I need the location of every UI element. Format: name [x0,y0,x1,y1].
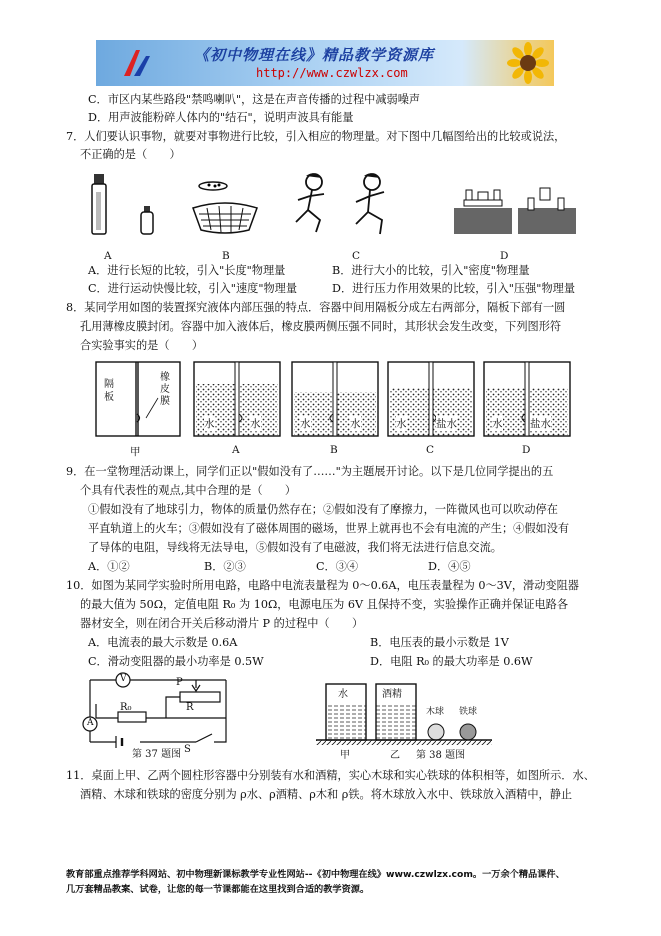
q9-view-line1: ①假如没有了地球引力，物体的质量仍然存在；②假如没有了摩擦力，一阵微风也可以吹动停在 [88,503,558,516]
q7-label-b: B [222,250,230,262]
slider-p-label: P [176,677,183,688]
q8-b-right-water: 水 [350,418,361,430]
q9-option-d: D．④⑤ [428,560,471,573]
q9-view-line3: 了导体的电阻，导线将无法导电，⑤假如没有了电磁波，我们将无法进行信息交流。 [88,541,502,554]
q8-label-d: D [522,444,531,456]
fig38-water-label: 水 [338,689,348,700]
q8-stem-line2: 孔用薄橡皮膜封闭。容器中加入液体后，橡皮膜两侧压强不同时，其形状会发生改变，下列图形符 [80,320,562,333]
q10-option-c: C．滑动变阻器的最小功率是 0.5W [88,655,264,668]
q7-stem-line2: 不正确的是（ ） [80,148,181,161]
q8-a-right-water: 水 [250,418,261,430]
q10-option-a: A．电流表的最大示数是 0.6A [88,636,238,649]
q8-d-right-saltwater: 盐水 [530,418,551,430]
q7-figure-a-bottles [90,168,170,248]
fig38-yi-label: 乙 [390,750,400,761]
site-logo-icon [120,46,154,80]
banner-url[interactable]: http://www.czwlzx.com [256,66,408,80]
q8-stem-line3: 合实验事实的是（ ） [80,339,204,352]
switch-s-label: S [184,744,191,755]
q7-option-d: D．进行压力作用效果的比较，引入"压强"物理量 [332,282,576,295]
voltmeter-label: V [120,674,127,684]
q6-option-c: C．市区内某些路段"禁鸣喇叭"，这是在声音传播的过程中减弱噪声 [88,93,421,106]
q10-option-b: B．电压表的最小示数是 1V [370,636,509,649]
fig37-caption: 第 37 题图 [132,749,182,760]
q8-a-left-water: 水 [204,418,215,430]
q8-label-jia: 甲 [130,446,141,458]
banner-title: 《初中物理在线》精品教学资源库 [194,46,435,64]
q9-option-b: B．②③ [204,560,246,573]
q8-c-left-water: 水 [396,418,407,430]
ammeter-label: A [87,718,94,728]
fig38-caption: 第 38 题图 [416,750,466,761]
fig38-wood-label: 木球 [426,707,445,717]
q11-stem-line2: 酒精、木球和铁球的密度分别为 ρ水、ρ酒精、ρ木和 ρ铁。将木球放入水中、铁球放入酒精中，静止 [80,788,573,801]
q7-label-d: D [500,250,509,262]
q7-figure-d-sponge [450,180,580,240]
footer-line2: 几万套精品教案、试卷，让您的每一节课都能在这里找到合适的教学资源。 [66,884,370,895]
q7-option-a: A．进行长短的比较，引入"长度"物理量 [88,264,286,277]
q7-figure-b-basket [185,172,265,242]
q8-d-left-water: 水 [492,418,503,430]
q7-label-a: A [104,250,112,262]
q7-label-c: C [352,250,361,262]
q10-option-d: D．电阻 R₀ 的最大功率是 0.6W [370,655,533,668]
resistor-r0-label: R₀ [120,702,132,713]
q8-membrane-label: 橡皮膜 [160,372,170,407]
q8-label-c: C [426,444,435,456]
sunflower-icon [508,43,548,83]
q8-label-b: B [330,444,338,456]
fig38-jia-label: 甲 [340,750,350,761]
q9-option-a: A．①② [88,560,130,573]
q7-option-c: C．进行运动快慢比较，引入"速度"物理量 [88,282,298,295]
q8-b-left-water: 水 [300,418,311,430]
q7-stem-line1: 7．人们要认识事物，就要对事物进行比较，引入相应的物理量。对下图中几幅图给出的比较或说法， [66,130,566,143]
q11-stem-line1: 11．桌面上甲、乙两个圆柱形容器中分别装有水和酒精，实心木球和实心铁球的体积相等，如图所示．水、 [66,769,595,782]
q9-view-line2: 平直轨道上的火车；③假如没有了磁体周围的磁场，世界上就再也不会有电流的产生；④假如没有 [88,522,570,535]
q9-stem-line2: 个具有代表性的观点,其中合理的是（ ） [80,484,297,497]
q7-option-b: B．进行大小的比较，引入"密度"物理量 [332,264,530,277]
q9-stem-line1: 9．在一堂物理活动课上，同学们正以"假如没有了……"为主题展开讨论。以下是几位同学提出的五 [66,465,554,478]
footer-line1: 教育部重点推荐学科网站、初中物理新课标教学专业性网站--《初中物理在线》www.czwlzx.com。一万余个精品课件、 [66,869,565,880]
rheostat-r-label: R [186,702,194,713]
fig38-iron-label: 铁球 [459,707,478,717]
q6-option-d: D．用声波能粉碎人体内的"结石"，说明声波具有能量 [88,111,354,124]
header-banner [96,40,554,86]
q8-c-right-saltwater: 盐水 [436,418,457,430]
q8-label-a: A [232,444,240,456]
q8-stem-line1: 8．某同学用如图的装置探究液体内部压强的特点．容器中间用隔板分成左右两部分，隔板下部有一圆 [66,301,566,314]
q9-option-c: C．③④ [316,560,359,573]
q10-stem-line3: 器材安全，则在闭合开关后移动滑片 P 的过程中（ ） [80,617,364,630]
fig38-alcohol-label: 酒精 [382,689,402,700]
q10-stem-line1: 10．如图为某同学实验时所用电路，电路中电流表量程为 0～0.6A，电压表量程为 0～3V，滑动变阻器 [66,579,579,592]
q7-figure-c-runners [290,170,410,246]
q10-stem-line2: 的最大值为 50Ω，定值电阻 R₀ 为 10Ω，电源电压为 6V 且保持不变，实验操作正确并保证电路各 [80,598,569,611]
q8-partition-label: 隔板 [104,379,114,403]
